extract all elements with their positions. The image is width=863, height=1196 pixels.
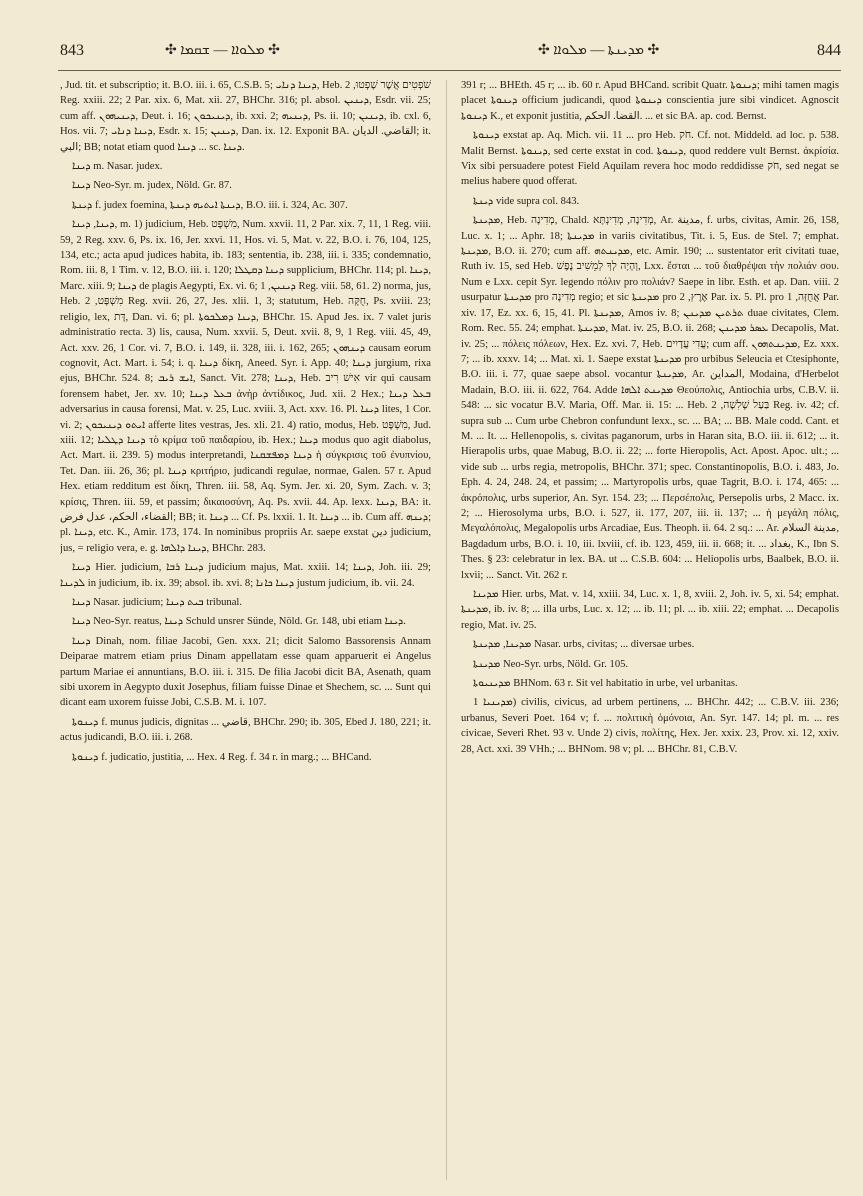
right-column xyxy=(461,78,839,1188)
entry-paragraph: ܡܕܝܢܝܐ 1) civilis, civicus, ad urbem pertinens, ... BHChr. 442; ... C.B.V. iii. 236; urbanus, Severi Poet. 164 v; f. ... πολιτικὴ ὁμόνοια, An. Syr. 147. 14; pl. m. ... res civicae, Severi Rhet. 93 v. Unde 2) civis, πολίτης, Hex. Jer. xxix. 23, Prov. xi. 12, xxiv. 28, Act. xxi. 39 VHh.; ... BHNom. 98 v; pl. ... BHChr. 81, C.B.V. xyxy=(461,697,839,755)
entry-paragraph: ܡܕܝܢܬܐ Neo-Syr. urbs, Nöld. Gr. 105. xyxy=(473,658,629,670)
running-head-left: ✣ ܡܠܘܐܐ — ܫܩܡܐ ✣ xyxy=(165,43,280,58)
entry-paragraph: ܡܕܝܢܬܐ, Heb. מְדִינָה, Chald. מְדִינָה, מְדִינְתָּא, Ar. مدينة, f. urbs, civitas, Amir. 26, 158, Luc. x. 1; ... Aphr. 18; ܡܕܝܢܬܐ in variis civitatibus, Tit. i. 5, Eus. de Stel. 7; emphat. ܡܕܝܢܬܐ, B.O. ii. 270; cum aff. ܡܕܝܢܬܗ, etc. Amir. 190; ... sustentator erit civitati tuae, Ruth iv. 15, sed Heb. וְהָיָה לְךָ לְמֵשִׁיב נֶפֶשׁ, Lxx. ἔσται ... τοῦ διαθρέψαι τὴν πολιάν σου. Num e Lxx. cepit Syr. legendo πόλιν pro πολιάν? Saepe in libr. Esth. et ap. Dan. viii. 2 usurpatur ܡܕܝܢܬܐ pro מְדִינָה regio; et sic ܡܕܝܢܬܐ pro אֶרֶץ, 2 Par. ix. 5. Pl. pro אֲחֻזָּה, 1 Par. xiv. 17, Ez. xx. 6, 15, 41. Pl. ܡܕܝܢܬܐ, Amos iv. 8; ܬܪܬܝܢ ܡܕܝܢܢ duae civitates, Clem. Rom. Rec. 55. 24; emphat. ܡܕܝܢܬܐ, Mat. iv. 25, B.O. ii. 268; ܥܣܪ ܡܕܝܢܢ Decapolis, Mat. iv. 25; ... πόλεις πόλεων, Hex. Ez. xvi. 7, Heb. עֲדִי עֲדָיִים; cum aff. ܡܕܝܢܬܗܘܢ, Ez. xxx. 7; ... ib. xxxv. 14; ... Mat. xi. 1. Saepe exstat ܡܕܝܢܬܐ pro urbibus Seleucia et Ctesiphonte, B.O. iii. i. 77, quae saepe absol. vocantur ܡܕܝܢܬܐ, Ar. المداين, Modaina, d'Herbelot Madain, B.O. iii. ii. 622, 764. Adde ܡܕܝܢܬ ܐܠܗܐ Θεούπολις, Antiochia urbs, C.B.V. ii. 548: ... sic vocatur B.V. Maria, Off. Mar. ii. 15: ... Heb. בַּעַל שָׁלִשָׁה, 2 Reg. iv. 42; cf. supra sub ... Cum urbe Chebron confundunt lexx., sc. ... BA; ... BB. Male codd. Cant. et M. ... It. ... Hellenopolis, s. civitas paganorum, urbs in Haran sita, B.O. iii. ii. 612; ... it. Hierapolis urbs, quae Mabug, B.O. ii. 22; ... forte Hieropolis, Act. Apost. Apoc. ult.; ... vide sub ... urbs regia, metropolis, BHChr. 371; spec. Constantinopolis, B.O. i. 483, Jo. Eph. 4. 24, 248. 24, et passim; ... Martyropolis urbs, quae Tagrit, B.O. i. 174, 465: ... ἀκρόπολις, urbs superior, An. Syr. 154. 23; ... Περσέπολις, Persepolis urbs, 2 Macc. ix. 2; ... Hierosolyma urbs, B.O. i. 527, ii. 177, 207, iii. ii. 137; ... ἡ μεγάλη πόλις, Μεγαλόπολις, Megalopolis urbs Arcadiae, Eus. Theoph. ii. 64. 2 sq.: ... Ar. مدينة السلام, Bagdadum urbs, B.O. i. 10, iii. lxviii, cf. ib. 123, 459, iii. ii. 668; it. ... بغداد, K., Ibn S. Thes. § 23: celebratur in lex. BA. ut ... C.S.B. 604: ... Heliopolis urbs, Baalbek, B.O. ii. lxvii; ... Sanct. Vit. 262 r. xyxy=(461,215,839,581)
entry-paragraph: ܡܕܝܢܐ Hier. urbs, Mat. v. 14, xxiii. 34, Luc. x. 1, 8, xviii. 2, Joh. iv. 5, xi. 54; emphat. ܡܕܝܢܬܐ, ib. iv. 8; ... illa urbs, Luc. x. 12; ... ib. 11; pl. ... ib. xiii. 22; emphat. ... Decapolis regio, Mat. iv. 25. xyxy=(461,589,839,631)
entry-paragraph: ܕܝܢܐ m. Nasar. judex. xyxy=(72,161,163,173)
header-rule xyxy=(58,70,841,71)
entry-paragraph: ܕܝܢܐ Dinah, nom. filiae Jacobi, Gen. xxx. 21; dicit Salomo Bassorensis Annam Deiparae matrem etiam prius Dinam appellatam esse quam apparuerit ei Angelus partum Mariae ei annuntians, B.O. iii. i. 315. De filia Jacobi dicit BA, Asenath, quam sibi uxorem in Aegypto duxit Josephus, filiam fuisse Dinae et Shechem, sc. ... Sunt qui dicant eam uxorem fuisse Jobi, C.S.B. M. i. 107. xyxy=(60,635,431,709)
entry-paragraph: ܡܕܝܢܐ, ܡܕܝܢܬܐ Nasar. urbs, civitas; ... diversae urbes. xyxy=(473,639,695,651)
entry-paragraph: ܕܝܢܬܐ vide supra col. 843. xyxy=(473,195,580,207)
entry-paragraph: 391 r; ... BHEth. 45 r; ... ib. 60 r. Apud BHCand. scribit Quatr. ܕܝܢܘܬܐ; mihi tamen magis placet ܕܝܢܘܬܐ officium judicandi, quod ܕܝܢܘܬܐ conscientia jure sibi vindicet. Agnoscit ܕܝܢܘܬܐ K., et exponit justitia, القضا. الحكم. ... et sic BA. ap. cod. Bernst. xyxy=(461,80,839,122)
page-header xyxy=(60,42,841,64)
entry-paragraph: ܕܝܢܐ, ܕܝܢܐ, m. 1) judicium, Heb. מִשְׁפָּט, Num. xxvii. 11, 2 Par. xix. 7, 11, 1 Reg. viii. 59, 2 Reg. xxv. 6, Ps. ix. 16, Jer. xxvi. 11, Hos. vi. 5, Mat. v. 22, B.O. i. 76, 104, 125, 134, etc.; acta apud judices habita, ib. 183; sententia, ib. 238, iii. i. 335; condemnatio, Rom. iii. 8, 1 Tim. v. 12, B.O. iii. i. 120; ܕܝܢܐ ܕܩܛܠܐ supplicium, BHChr. 114; pl. ܕܝܢܐ, Marc. xiii. 9; ܕܝܢܐ de plagis Aegypti, Ex. vi. 6; ܕܝܢܝܢ, 1 Reg. viii. 58, 61. 2) norma, jus, Heb. מִשְׁפָּט, 2 Reg. xvii. 26, 27, Jes. xlii. 1, 3; statutum, Heb. חֻקָּה, Ps. xviii. 23; religio, lex, דָּת, Dan. vi. 6; pl. ܕܝܢܐ ܕܡܠܟܘܬܐ, BHChr. 15. Apud Jes. ix. 7 valet juris administratio recta. 3) lis, causa, Num. xxvii. 5, Deut. xvii. 8, 9, 1 Reg. viii. 45, 49, Act. xxv. 26, 1 Cor. vi. 7, B.O. i. 149, ii. 328, iii. i. 162, 265; ܕܝܢܗܘܢ causam eorum cognovit, Act. Mart. i. 54; i. q. ܕܝܢܐ δίκη, Aneed. Syr. i. App. 40; ܕܝܢܐ jurgium, rixa ejus, BHChr. 524. 8; ܐܝܫ ܪܝܒ, Sanct. Vit. 278; ܕܝܢܐ, Heb. אִישׁ רִיב vir qui causam forensem habet, Jer. xv. 10; ܒܥܠ ܕܝܢܐ ἀνὴρ ἀντίδικος, Jud. xii. 2 Hex.; ܒܥܠ ܕܝܢܐ adversarius in causa forensi, Mat. v. 25, Luc. xviii. 3, Act. xxv. 16. Pl. ܕܝܢܐ lites, 1 Cor. vi. 2; ܐܝܬܘ ܕܝܢܝܟܘܢ afferte lites vestras, Jes. xli. 21. 4) ratio, modus, Heb. מִשְׁפָּט, Jud. xiii. 12; ܕܝܢܐ ܕܛܠܝܐ τὸ κρίμα τοῦ παιδαρίου, ib. Hex.; ܕܝܢܐ modus quo agit diabolus, Act. Mart. ii. 239. 5) modus interpretandi, ܕܝܢܐ ܕܡܦܫܩܢܐ ἡ σύγκρισις τοῦ ἐνυπνίου, Tet. Dan. iii. 26, 36; pl. ܕܝܢܐ κριτήριο, judicandi regulae, normae, Galen. 57 r. Apud Hex. etiam redditum est δίκη, Thren. iii. 58, Aq. Sym. Jer. xi. 20, Sym. Zach. v. 3; κρίσις, Thren. iii. 59, et passim; δικαιοσύνη, Aq. Ps. xvii. 44. Ap. lexx. ܕܝܢܐ, BA: it. القضاء، الحكم، عدل فرض; BB; it. ܕܝܢܐ ... Cf. Ps. lxxii. 1. It. ܕܝܢܐ ... ib. Cum aff. ܕܝܢܗ; pl. ܕܝܢܐ, etc. K., Amir. 173, 174. In nominibus propriis Ar. saepe exstat دين judicium, jus, = religio vera, e. g. ܕܝܢܐ ܕܐܠܗܐ, BHChr. 283. xyxy=(60,219,431,554)
entry-paragraph: ܕܝܢܐ Neo-Syr. reatus, ܕܝܢܐ Schuld unsrer Sünde, Nöld. Gr. 148, ubi etiam ܕܝܢܐ. xyxy=(72,616,406,628)
page-number-right: 844 xyxy=(817,42,841,59)
entry-paragraph: ܕܝܢܬܐ f. judex foemina, ܕܝܢܬܐ ܐܝܬܝܗ ܕܝܢܬܐ, B.O. iii. i. 324, Ac. 307. xyxy=(72,199,348,211)
entry-paragraph: ܕܝܢܘܬܐ f. munus judicis, dignitas ... قاضي, BHChr. 290; ib. 305, Ebed J. 180, 221; it. actus judicandi, B.O. iii. i. 268. xyxy=(60,716,431,744)
entry-paragraph: ܕܝܢܘܬܐ exstat ap. Aq. Mich. vii. 11 ... pro Heb. חֹק. Cf. not. Middeld. ad loc. p. 538. Malit Bernst. ܕܝܢܘܬܐ, sed certe exstat in cod. ܕܝܢܘܬܐ, quod reddere vult Bernst. ἀκρίσία. Vix sibi persuadere potest Field Aquilam revera hoc modo reddidisse חֹק, sed negat se melius habere quod offerat. xyxy=(461,130,839,188)
entry-paragraph: ܕܝܢܐ Neo-Syr. m. judex, Nöld. Gr. 87. xyxy=(72,180,232,192)
left-column xyxy=(60,78,431,1188)
entry-paragraph: ܕܝܢܘܬܐ f. judicatio, justitia, ... Hex. 4 Reg. f. 34 r. in marg.; ... BHCand. xyxy=(72,751,372,763)
running-head-right: ✣ ܡܕܝܢܬܐ — ܡܠܘܐܐ ✣ xyxy=(538,43,660,58)
entry-paragraph: ܕܝܢܐ Hier. judicium, ܕܝܢܐ ܪܒܐ judicium majus, Mat. xxiii. 14; ܕܝܢܐ, Joh. iii. 29; ܠܕܝܢܐ in judicium, ib. ix. 39; absol. ib. xvi. 8; ܕܝܢܐ ܟܐܢܐ justum judicium, ib. vii. 24. xyxy=(60,562,431,589)
entry-paragraph: ܡܕܝܢܝܘܬܐ BHNom. 63 r. Sit vel habitatio in urbe, vel urbanitas. xyxy=(473,678,738,690)
page-number-left: 843 xyxy=(60,42,84,59)
entry-paragraph: ܕܝܢܐ Nasar. judicium; ܒܝܬ ܕܝܢܐ tribunal. xyxy=(72,597,243,608)
entry-paragraph: , Jud. tit. et subscriptio; it. B.O. iii. i. 65, C.S.B. 5; ܕܝܢܐ ܕܢܐܝ, Heb. שֹׁפְטִים אֲשֶׁר שָׁפְטוּ, 2 Reg. xxiii. 22; 2 Par. xix. 6, Mat. xii. 27, BHChr. 316; pl. absol. ܕܝܢܝܢ, Esdr. vii. 25; cum aff. ܕܝܢܝܗܘܢ, Deut. i. 16; ܕܝܢܝܟܘܢ, ib. xxi. 2; ܕܝܢܝܗ, Ps. ii. 10; ܕܝܢܝܢ, ib. cxl. 6, Hos. vii. 7; ܕܝܢܐ ܕܢܐܝ, Esdr. x. 15; ܕܝܢܝܢ, Dan. ix. 12. Exponit BA. القاضي. الديان; it. البي; BB; notat etiam quod ܕܝܢܐ ... sc. ܕܝܢܐ. xyxy=(60,80,431,153)
column-divider xyxy=(446,80,447,1180)
